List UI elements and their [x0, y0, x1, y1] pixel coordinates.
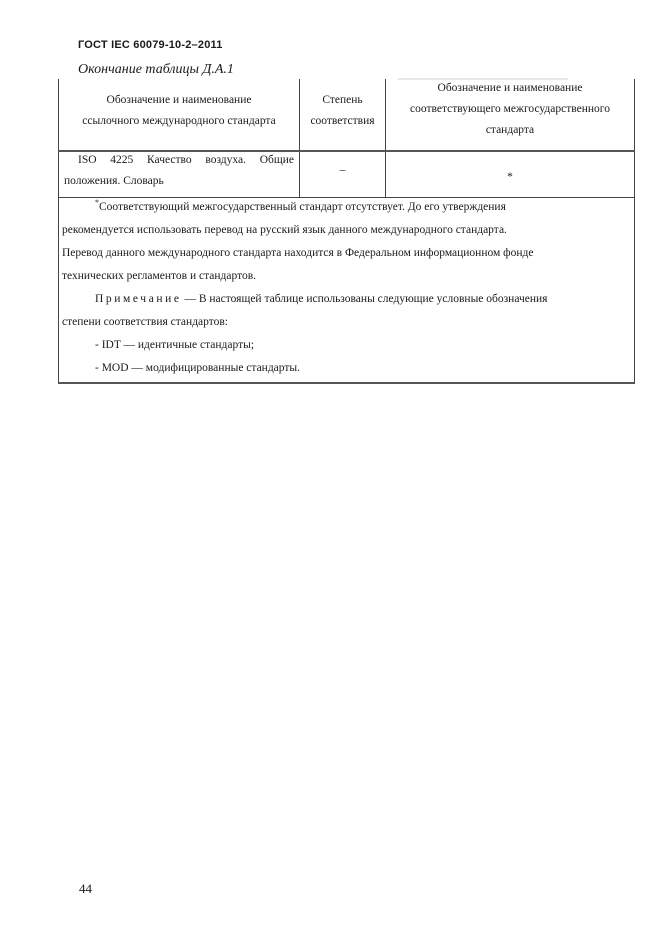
footnote-line-2: рекомендуется использовать перевод на русский язык данного международного стандарта. — [62, 224, 507, 236]
page-number: 44 — [79, 881, 92, 896]
note-item-mod: - MOD — модифицированные стандарты. — [95, 362, 301, 374]
note-item-idt: - IDT — идентичные стандарты; — [95, 339, 255, 351]
column-header-national-standard: Обозначение и наименование соответствующего межгосударственного стандарта — [410, 82, 610, 136]
reference-standard-line-2: положения. Словарь — [64, 175, 164, 187]
note-line-1: Примечание — В настоящей таблице использованы следующие условные обозначения — [95, 293, 548, 305]
footnote-line-3: Перевод данного международного стандарта находится в Федеральном информационном фонде — [62, 247, 534, 259]
column-header-degree: Степень соответствия — [310, 94, 375, 127]
footnote-line-4: технических регламентов и стандартов. — [62, 270, 257, 282]
table-caption: Окончание таблицы Д.А.1 — [78, 62, 234, 77]
degree-value: – — [339, 164, 346, 176]
note-line-2: степени соответствия стандартов: — [62, 316, 228, 328]
footnote-marker: * — [95, 198, 99, 208]
footnote-line-1: *Соответствующий межгосударственный стандарт отсутствует. До его утверждения — [95, 198, 506, 213]
note-label: Примечание — [95, 293, 182, 305]
document-code: ГОСТ IEC 60079-10-2–2011 — [78, 39, 223, 51]
national-standard-value: * — [507, 171, 513, 183]
column-header-reference-standard: Обозначение и наименование ссылочного международного стандарта — [82, 94, 276, 127]
reference-standard-line-1: ISO 4225 Качество воздуха. Общие — [78, 154, 294, 166]
